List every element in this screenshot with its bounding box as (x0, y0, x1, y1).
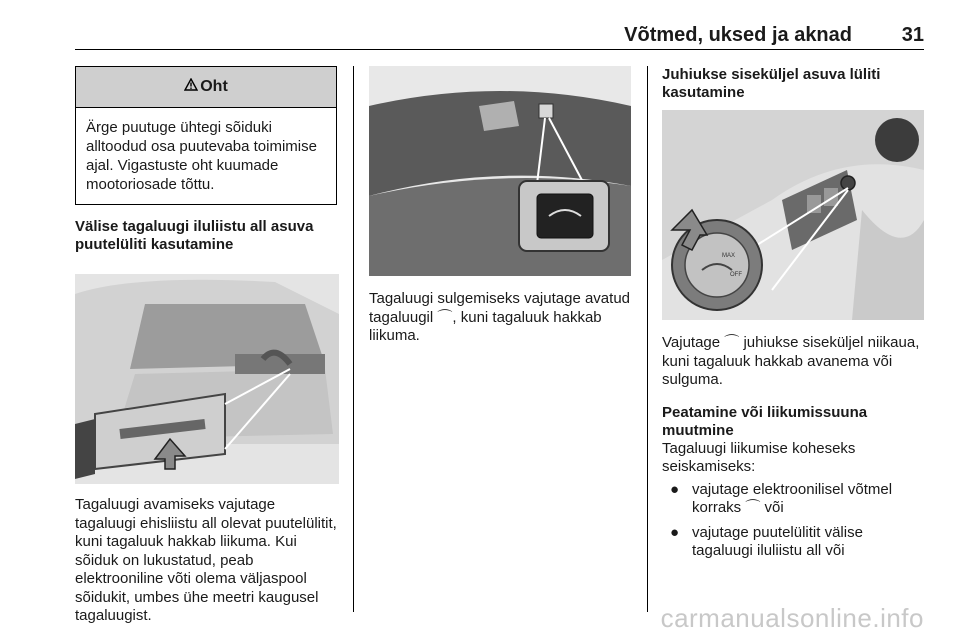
column-divider-2 (647, 66, 648, 612)
list-item: ● vajutage elektroonilisel võtmel korraks ⌒ või (670, 480, 893, 516)
column-3 (662, 66, 924, 567)
header-rule (75, 49, 924, 50)
switch-label-max: MAX (722, 253, 736, 259)
warning-triangle-icon (184, 67, 198, 107)
warning-box (75, 66, 337, 205)
watermark: carmanualsonline.info (660, 603, 924, 633)
stop-intro: Tagaluugi liikumise koheseks seiskamiseks: (662, 439, 856, 475)
header-title: Võtmed, uksed ja aknad (624, 24, 852, 46)
switch-label-off: OFF (730, 272, 742, 278)
page-header (75, 16, 924, 50)
warning-text: Ärge puutuge ühtegi sõiduki alltoodud osa puutevaba toimimise ajal. Vigastuste oht kuumade mootoriosade tõttu. (86, 119, 317, 193)
warning-title: Oht (200, 78, 228, 95)
caption-exterior-switch: Tagaluugi avamiseks vajutage tagaluugi ehisliistu all olevat puutelülitit, kuni tagaluuk hakkab liikuma. Kui sõiduk on lukustatud, peab elektrooniline võti olema väljaspool sõidukit, umbes ühe meetri kaugusel tagaluugist. (75, 496, 337, 624)
figure-rear-liftgate-switch (75, 274, 339, 484)
warning-header (76, 67, 336, 108)
figure-door-switch (662, 110, 924, 320)
caption-close-button: Tagaluugi sulgemiseks vajutage avatud tagaluugil ⌒, kuni tagaluuk hakkab liikuma. (369, 290, 630, 344)
section-heading-stop: Peatamine või liikumissuuna muutmine (662, 403, 868, 439)
section-heading-door-switch: Juhiukse siseküljel asuva lüliti kasutamine (662, 66, 881, 101)
column-2 (369, 66, 631, 346)
door-switch-text: Vajutage ⌒ juhiukse siseküljel niikaua, kuni tagaluuk hakkab avanema või sulguma. (662, 334, 920, 388)
column-1 (75, 66, 339, 626)
stop-bullet-list (662, 481, 924, 561)
list-item: ● vajutage puutelülitit välise tagaluugi iluliistu all või (670, 523, 863, 559)
page-number: 31 (901, 24, 924, 46)
column-divider-1 (353, 66, 354, 612)
figure-liftgate-close-button (369, 66, 631, 276)
section-heading-exterior-switch: Välise tagaluugi iluliistu all asuva puutelüliti kasutamine (75, 218, 314, 253)
